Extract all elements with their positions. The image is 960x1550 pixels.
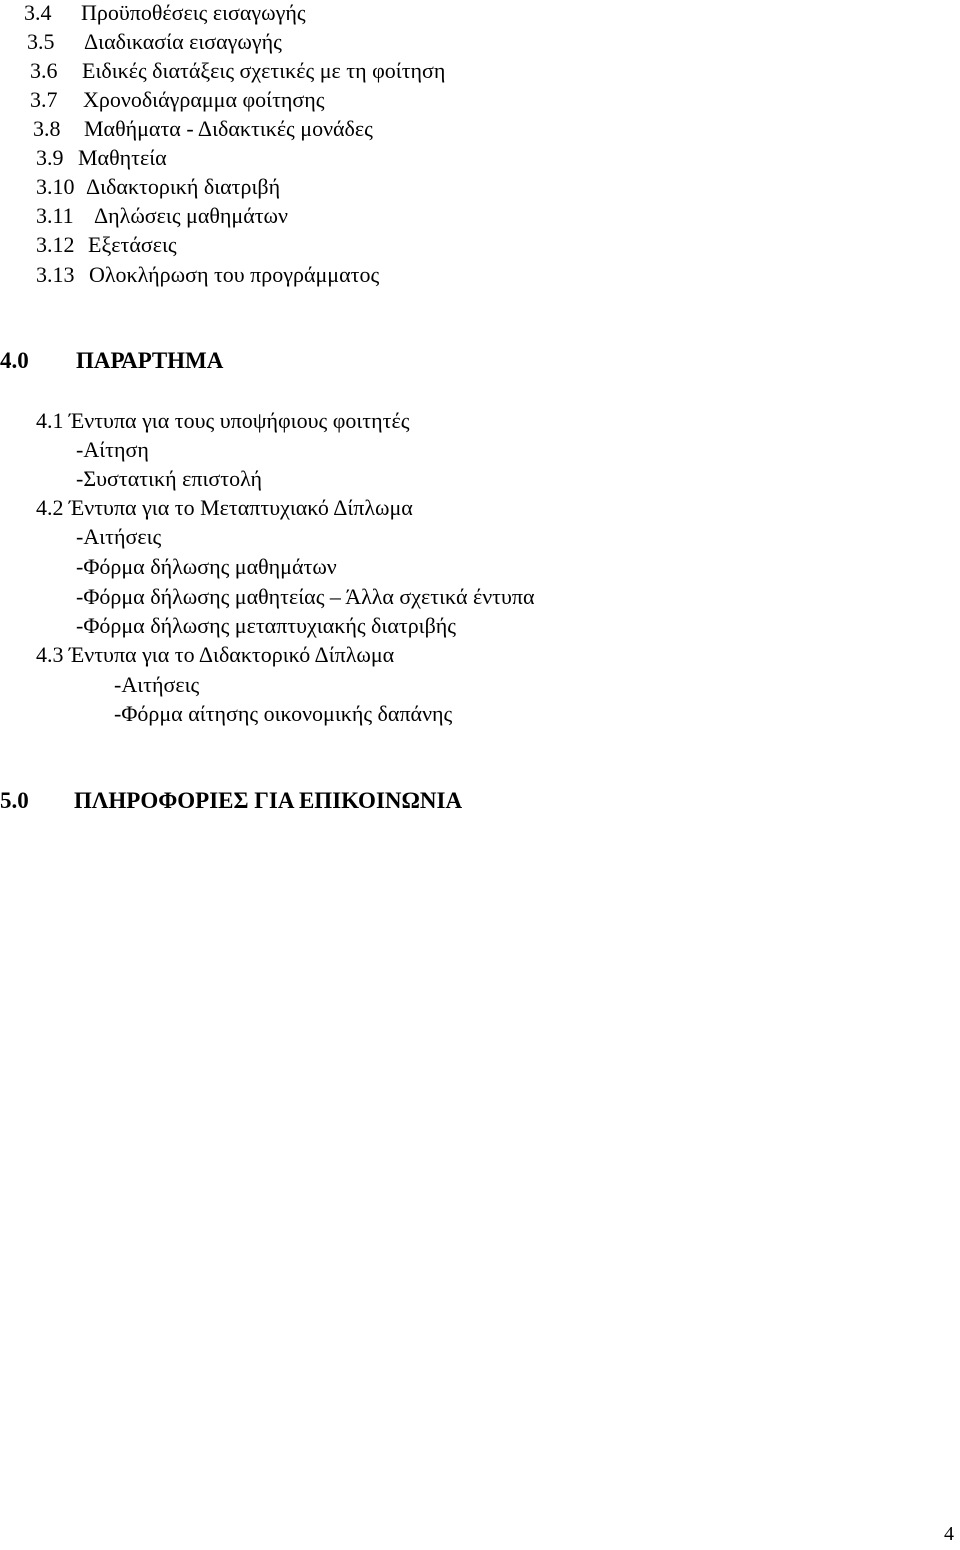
toc-number: 3.5 xyxy=(27,29,55,54)
toc-entry xyxy=(33,116,373,142)
toc-number: 3.11 xyxy=(36,203,74,228)
list-item: -Φόρμα αίτησης οικονομικής δαπάνης xyxy=(114,701,453,726)
section-number: 4.0 xyxy=(0,348,29,373)
toc-number: 3.12 xyxy=(36,232,75,257)
toc-number: 3.6 xyxy=(30,58,58,83)
list-item: -Φόρμα δήλωσης μαθημάτων xyxy=(76,554,337,579)
toc-title: Ειδικές διατάξεις σχετικές με τη φοίτηση xyxy=(82,58,446,83)
toc-title: Ολοκλήρωση του προγράμματος xyxy=(89,262,380,287)
toc-number: 3.8 xyxy=(33,116,61,141)
toc-title: Εξετάσεις xyxy=(88,232,177,257)
toc-title: Μαθητεία xyxy=(78,145,167,170)
toc-entry xyxy=(24,0,306,26)
toc-title: Μαθήματα - Διδακτικές μονάδες xyxy=(84,116,373,141)
toc-title: Διαδικασία εισαγωγής xyxy=(84,29,282,54)
toc-entry xyxy=(36,203,288,229)
list-item: -Αίτηση xyxy=(76,437,149,462)
page-number: 4 xyxy=(944,1523,954,1545)
list-item: -Αιτήσεις xyxy=(76,524,162,549)
toc-number: 3.4 xyxy=(24,0,52,25)
list-item: -Φόρμα δήλωσης μεταπτυχιακής διατριβής xyxy=(76,613,457,638)
toc-number: 3.13 xyxy=(36,262,75,287)
section-title: ΠΛΗΡΟΦΟΡΙΕΣ ΓΙΑ ΕΠΙΚΟΙΝΩΝΙΑ xyxy=(74,788,463,813)
toc-title: Διδακτορική διατριβή xyxy=(86,174,281,199)
section-title: ΠΑΡΑΡΤΗΜΑ xyxy=(76,348,224,373)
toc-entry xyxy=(36,262,379,288)
subsection-title: 4.3 Έντυπα για το Διδακτορικό Δίπλωμα xyxy=(36,642,395,667)
toc-entry xyxy=(36,145,167,171)
list-item: -Συστατική επιστολή xyxy=(76,466,263,491)
toc-entry xyxy=(30,58,445,84)
toc-entry xyxy=(36,174,280,200)
toc-title: Δηλώσεις μαθημάτων xyxy=(94,203,288,228)
section-heading xyxy=(0,788,462,814)
subsection-title: 4.1 Έντυπα για τους υποψήφιους φοιτητές xyxy=(36,408,410,433)
toc-entry xyxy=(30,87,325,113)
toc-entry xyxy=(27,29,282,55)
toc-title: Προϋποθέσεις εισαγωγής xyxy=(81,0,306,25)
toc-entry xyxy=(36,232,177,258)
toc-number: 3.9 xyxy=(36,145,64,170)
toc-title: Χρονοδιάγραμμα φοίτησης xyxy=(83,87,325,112)
list-item: -Αιτήσεις xyxy=(114,672,200,697)
section-heading xyxy=(0,348,223,374)
section-number: 5.0 xyxy=(0,788,29,813)
subsection-title: 4.2 Έντυπα για το Μεταπτυχιακό Δίπλωμα xyxy=(36,495,413,520)
toc-number: 3.10 xyxy=(36,174,75,199)
toc-number: 3.7 xyxy=(30,87,58,112)
list-item: -Φόρμα δήλωσης μαθητείας – Άλλα σχετικά έντυπα xyxy=(76,584,535,609)
